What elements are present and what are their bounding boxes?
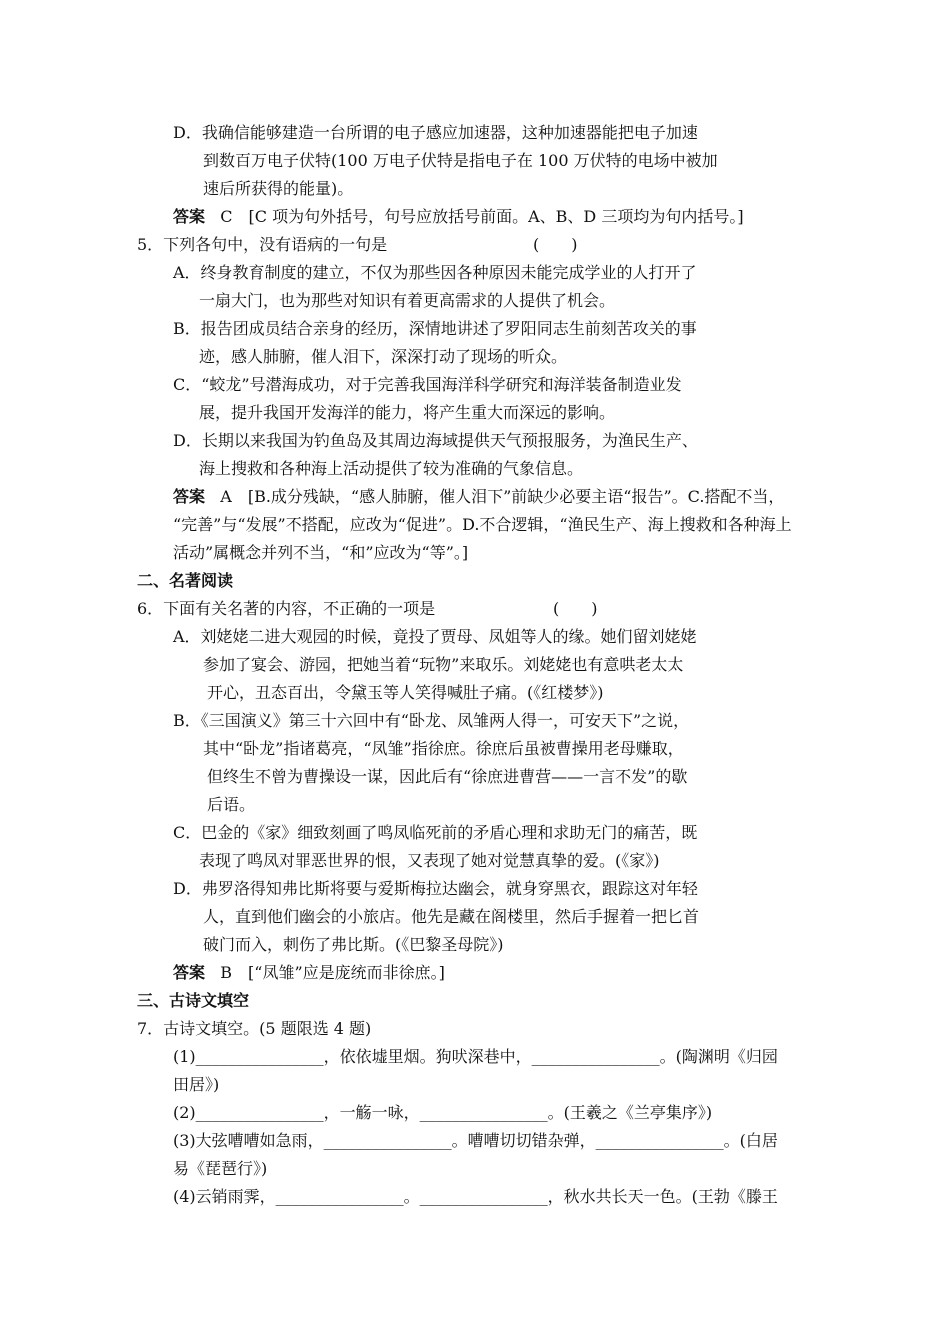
q7-item3-line2: 易《琵琶行》) (173, 1159, 268, 1178)
answer-text: A [B.成分残缺，“感人肺腑，催人泪下”前缺少必要主语“报告”。C.搭配不当， (220, 487, 785, 506)
q5-option-d-line2: 海上搜救和各种海上活动提供了较为准确的气象信息。 (199, 459, 584, 478)
q5-option-d-line1: D．长期以来我国为钓鱼岛及其周边海域提供天气预报服务，为渔民生产、 (173, 431, 698, 450)
q7-item4: (4)云销雨霁，________________。________________，秋水共长天一色。(王勃《滕王 (173, 1187, 778, 1206)
q6-option-a-line1: A．刘姥姥二进大观园的时候，竟投了贾母、凤姐等人的缘。她们留刘姥姥 (173, 627, 697, 646)
q7-item1-line1: (1)________________，依依墟里烟。狗吠深巷中，________________。(陶渊明《归园 (173, 1047, 778, 1066)
q5-option-a-line2: 一扇大门，也为那些对知识有着更高需求的人提供了机会。 (199, 291, 616, 310)
q4-option-d-line2: 到数百万电子伏特(100 万电子伏特是指电子在 100 万伏特的电场中被加 (203, 151, 718, 170)
answer-text: C [C 项为句外括号，句号应放括号前面。A、B、D 三项均为句内括号。] (220, 207, 744, 226)
q6-stem: 6．下面有关名著的内容，不正确的一项是 (137, 599, 436, 618)
q4-answer (173, 207, 744, 227)
q6-option-d-line3: 破门而入，刺伤了弗比斯。(《巴黎圣母院》) (203, 935, 504, 954)
q6-option-b-line4: 后语。 (207, 795, 256, 814)
q6-answer (173, 963, 445, 983)
section-title-poetry: 三、古诗文填空 (137, 991, 250, 1010)
q6-option-c-line1: C．巴金的《家》细致刻画了鸣凤临死前的矛盾心理和求助无门的痛苦，既 (173, 823, 698, 842)
q6-option-c-line2: 表现了鸣凤对罪恶世界的恨，又表现了她对觉慧真挚的爱。(《家》) (199, 851, 660, 870)
q5-option-a-line1: A．终身教育制度的建立，不仅为那些因各种原因未能完成学业的人打开了 (173, 263, 697, 282)
q6-answer-paren: ( ) (553, 599, 598, 618)
q4-option-d-line1: D．我确信能够建造一台所谓的电子感应加速器，这种加速器能把电子加速 (173, 123, 698, 142)
q5-answer-paren: ( ) (533, 235, 578, 254)
q6-option-b-line3: 但终生不曾为曹操设一谋，因此后有“徐庶进曹营——一言不发”的歇 (207, 767, 688, 786)
q6-option-a-line2: 参加了宴会、游园，把她当着“玩物”来取乐。刘姥姥也有意哄老太太 (203, 655, 684, 674)
q7-item2: (2)________________，一觞一咏，________________。(王羲之《兰亭集序》) (173, 1103, 713, 1122)
q5-answer-line2: “完善”与“发展”不搭配，应改为“促进”。D.不合逻辑，“渔民生产、海上搜救和各种海上 (173, 515, 792, 534)
q5-option-b-line1: B．报告团成员结合亲身的经历，深情地讲述了罗阳同志生前刻苦攻关的事 (173, 319, 697, 338)
q5-answer-line3: 活动”属概念并列不当，“和”应改为“等”。] (173, 543, 469, 562)
q5-option-c-line2: 展，提升我国开发海洋的能力，将产生重大而深远的影响。 (199, 403, 616, 422)
q6-option-b-line2: 其中“卧龙”指诸葛亮，“凤雏”指徐庶。徐庶后虽被曹操用老母赚取， (203, 739, 684, 758)
q6-option-d-line1: D．弗罗洛得知弗比斯将要与爱斯梅拉达幽会，就身穿黑衣，跟踪这对年轻 (173, 879, 698, 898)
answer-label: 答案 (173, 207, 206, 226)
q7-item1-line2: 田居》) (173, 1075, 220, 1094)
answer-label: 答案 (173, 963, 206, 982)
answer-text: B [“凤雏”应是庞统而非徐庶。] (220, 963, 445, 982)
q5-answer-line1 (173, 487, 784, 507)
section-title-classics: 二、名著阅读 (137, 571, 234, 590)
q5-stem: 5．下列各句中，没有语病的一句是 (137, 235, 388, 254)
q5-option-b-line2: 迹，感人肺腑，催人泪下，深深打动了现场的听众。 (199, 347, 568, 366)
q6-option-b-line1: B．《三国演义》第三十六回中有“卧龙、凤雏两人得一，可安天下”之说， (173, 711, 690, 730)
q6-option-a-line3: 开心，丑态百出，令黛玉等人笑得喊肚子痛。(《红楼梦》) (207, 683, 604, 702)
q7-stem: 7．古诗文填空。(5 题限选 4 题) (137, 1019, 372, 1038)
q4-option-d-line3: 速后所获得的能量)。 (203, 179, 354, 198)
q7-item3-line1: (3)大弦嘈嘈如急雨，________________。嘈嘈切切错杂弹，________________。(白居 (173, 1131, 778, 1150)
q5-option-c-line1: C．“蛟龙”号潜海成功，对于完善我国海洋科学研究和海洋装备制造业发 (173, 375, 682, 394)
q6-option-d-line2: 人，直到他们幽会的小旅店。他先是藏在阁楼里，然后手握着一把匕首 (203, 907, 700, 926)
answer-label: 答案 (173, 487, 206, 506)
